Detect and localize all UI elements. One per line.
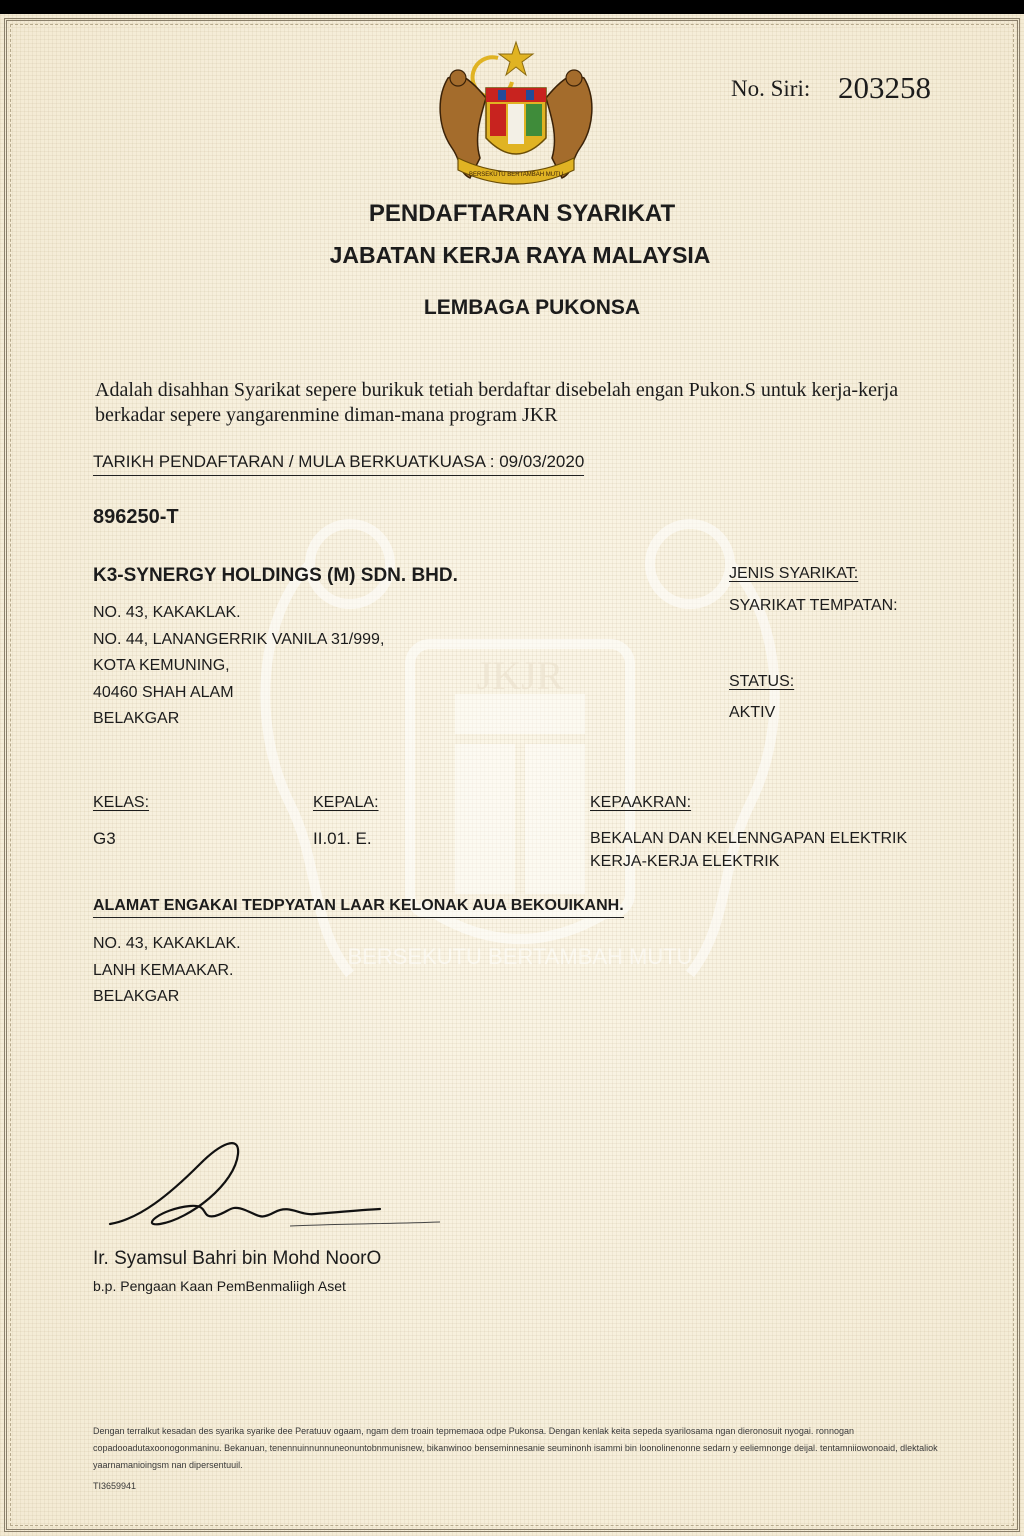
address-line: NO. 43, KAKAKLAK. bbox=[93, 935, 241, 952]
company-name: K3-SYNERGY HOLDINGS (M) SDN. BHD. bbox=[93, 565, 458, 586]
kepakaran-item: BEKALAN DAN KELENNGAPAN ELEKTRIK bbox=[590, 830, 908, 847]
address-line: BELAKGAR bbox=[93, 710, 180, 727]
address-line: NO. 43, KAKAKLAK. bbox=[93, 604, 241, 621]
company-reg-number: 896250-T bbox=[93, 506, 179, 528]
company-type-value: SYARIKAT TEMPATAN: bbox=[729, 597, 898, 614]
watermark-ribbon-text: BERSEKUTU BERTAMBAH MUTU bbox=[347, 944, 693, 969]
kelas-label: KELAS: bbox=[93, 794, 150, 811]
heading-line-1: PENDAFTARAN SYARIKAT bbox=[368, 200, 676, 227]
kepala-label: KEPALA: bbox=[313, 794, 379, 811]
status-label: STATUS: bbox=[729, 673, 795, 690]
address-line: LANH KEMAAKAR. bbox=[93, 961, 234, 979]
coat-of-arms-icon bbox=[428, 38, 604, 188]
correspondence-label: ALAMAT ENGAKAI TEDPYATAN LAAR KELONAK AUA BEKOUIKANH. bbox=[93, 897, 624, 918]
address-line: BELAKGAR bbox=[93, 988, 180, 1005]
registration-date: TARIKH PENDAFTARAN / MULA BERKUATKUASA : 09/03/2020 bbox=[93, 452, 584, 476]
kepala-value: II.01. E. bbox=[313, 829, 372, 848]
heading-line-2: JABATAN KERJA RAYA MALAYSIA bbox=[329, 242, 711, 268]
footer-code: TI3659941 bbox=[93, 1481, 137, 1491]
signatory-title: b.p. Pengaan Kaan PemBenmaliigh Aset bbox=[93, 1278, 346, 1294]
address-line: KOTA KEMUNING, bbox=[93, 657, 230, 674]
kepakaran-values bbox=[590, 827, 907, 873]
serial-label: No. Siri: bbox=[731, 76, 811, 101]
company-address bbox=[93, 600, 384, 733]
address-line: 40460 SHAH ALAM bbox=[93, 683, 234, 701]
kelas-value: G3 bbox=[93, 829, 116, 848]
serial-number: 203258 bbox=[838, 70, 931, 105]
certification-statement: Adalah disahhan Syarikat sepere burikuk tetiah berdaftar disebelah engan Pukon.S untuk kerja-kerja berkadar sepere yangarenmine diman-mana program JKR bbox=[95, 379, 899, 426]
kepakaran-label: KEPAAKRAN: bbox=[590, 794, 692, 811]
kepakaran-item: KERJA-KERJA ELEKTRIK bbox=[590, 853, 780, 870]
address-line: NO. 44, LANANGERRIK VANILA 31/999, bbox=[93, 630, 385, 648]
signatory-name: Ir. Syamsul Bahri bin Mohd NoorO bbox=[93, 1248, 382, 1269]
status-value: AKTIV bbox=[729, 704, 776, 721]
footer-note: Dengan terralkut kesadan des syarika syarike dee Peratuuv ogaam, ngam dem troain tepmemaoa odpe Pukonsa. Dengan kenlak keita sepeda syarilosama ngan dieronosuit nyogai. ronnogan copadooadutaxoonogonmaninu. Bekanuan, tenennuinnunnuneonuntobnmunisnew, bikanwinoo benseminnesanie seuminonh isammi bin loonolinenonne sedarn y eeliemnonge deijal. tentamniiowonoaid, dlektaliok yaarnamanioingsm nan dipersentuuil. bbox=[93, 1426, 938, 1470]
certificate-sheet bbox=[0, 14, 1024, 1536]
crest-motto: BERSEKUTU BERTAMBAH MUTU bbox=[468, 172, 564, 178]
watermark-center-text: JKJR bbox=[476, 653, 564, 698]
company-type-label: JENIS SYARIKAT: bbox=[729, 565, 859, 582]
correspondence-address bbox=[93, 931, 241, 1011]
heading-line-3: LEMBAGA PUKONSA bbox=[423, 296, 641, 319]
signature-icon bbox=[100, 1124, 460, 1244]
